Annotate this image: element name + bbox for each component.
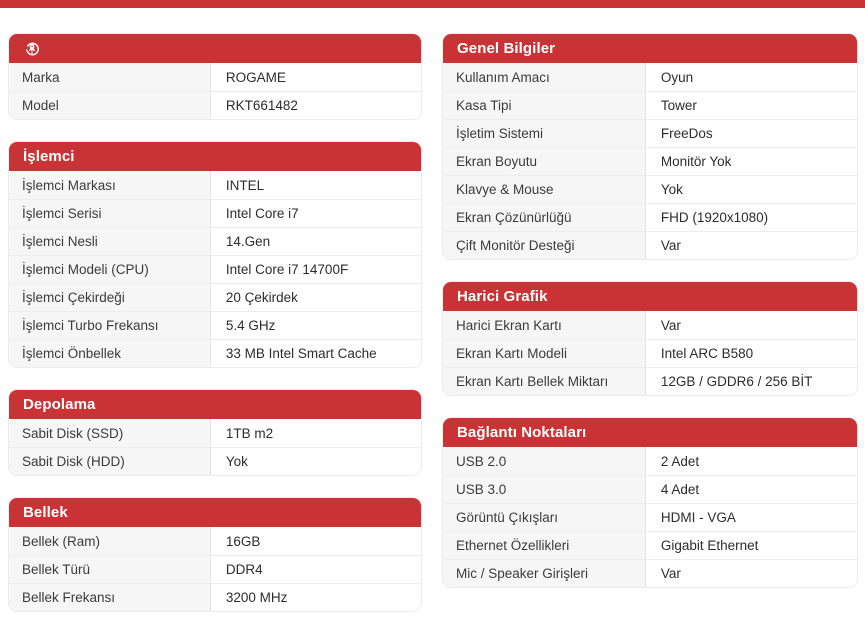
section-title: Harici Grafik	[457, 288, 548, 305]
top-accent-bar	[0, 0, 865, 8]
left-column	[8, 33, 422, 633]
spec-label: Kullanım Amacı	[443, 63, 646, 91]
section-header-marka-model	[9, 34, 421, 63]
section-header-islemci	[9, 142, 421, 171]
spec-value: Intel Core i7	[211, 200, 421, 227]
spec-label: İşlemci Serisi	[9, 200, 211, 227]
table-row	[443, 475, 857, 503]
spec-value: 4 Adet	[646, 476, 857, 503]
table-row	[9, 339, 421, 367]
spec-label: Kasa Tipi	[443, 92, 646, 119]
spec-value: HDMI - VGA	[646, 504, 857, 531]
table-row	[9, 171, 421, 199]
section-card-genel-bilgiler	[442, 33, 858, 260]
spec-value: 5.4 GHz	[211, 312, 421, 339]
section-header-depolama	[9, 390, 421, 419]
spec-label: İşletim Sistemi	[443, 120, 646, 147]
section-header-genel-bilgiler	[443, 34, 857, 63]
spec-value: Oyun	[646, 63, 857, 91]
spec-value: 12GB / GDDR6 / 256 BİT	[646, 368, 857, 395]
spec-label: Sabit Disk (HDD)	[9, 448, 211, 475]
spec-value: Tower	[646, 92, 857, 119]
spec-value: DDR4	[211, 556, 421, 583]
table-row	[9, 311, 421, 339]
spec-value: Gigabit Ethernet	[646, 532, 857, 559]
spec-label: İşlemci Markası	[9, 171, 211, 199]
section-title: Genel Bilgiler	[457, 40, 556, 57]
spec-value: Intel Core i7 14700F	[211, 256, 421, 283]
table-row	[443, 503, 857, 531]
table-row	[443, 367, 857, 395]
spec-label: Marka	[9, 63, 211, 91]
spec-label: İşlemci Turbo Frekansı	[9, 312, 211, 339]
spec-label: İşlemci Çekirdeği	[9, 284, 211, 311]
spec-label: Mic / Speaker Girişleri	[443, 560, 646, 587]
spec-value: INTEL	[211, 171, 421, 199]
section-card-bellek	[8, 497, 422, 612]
table-row	[443, 559, 857, 587]
table-row	[443, 203, 857, 231]
spec-label: Bellek Frekansı	[9, 584, 211, 611]
spec-value: 14.Gen	[211, 228, 421, 255]
spec-label: Görüntü Çıkışları	[443, 504, 646, 531]
spec-value: Yok	[211, 448, 421, 475]
spec-value: Intel ARC B580	[646, 340, 857, 367]
table-row	[9, 283, 421, 311]
table-row	[9, 555, 421, 583]
spec-value: 20 Çekirdek	[211, 284, 421, 311]
spec-label: Ekran Boyutu	[443, 148, 646, 175]
spec-label: İşlemci Nesli	[9, 228, 211, 255]
spec-value: 1TB m2	[211, 419, 421, 447]
section-title: Bağlantı Noktaları	[457, 424, 587, 441]
spec-value: RKT661482	[211, 92, 421, 119]
table-row	[9, 447, 421, 475]
section-card-marka-model	[8, 33, 422, 120]
spec-label: Model	[9, 92, 211, 119]
spec-label: İşlemci Önbellek	[9, 340, 211, 367]
table-row	[9, 583, 421, 611]
spec-value: FHD (1920x1080)	[646, 204, 857, 231]
spec-label: Ekran Kartı Bellek Miktarı	[443, 368, 646, 395]
spec-value: FreeDos	[646, 120, 857, 147]
section-header-baglanti-noktalari	[443, 418, 857, 447]
section-card-baglanti-noktalari	[442, 417, 858, 588]
spec-value: Monitör Yok	[646, 148, 857, 175]
spec-value: 3200 MHz	[211, 584, 421, 611]
section-title: İşlemci	[23, 148, 75, 165]
right-column	[442, 33, 858, 633]
table-row	[443, 447, 857, 475]
spec-label: Bellek Türü	[9, 556, 211, 583]
table-row	[443, 119, 857, 147]
table-row	[443, 175, 857, 203]
spec-label: USB 2.0	[443, 447, 646, 475]
spec-label: Ekran Kartı Modeli	[443, 340, 646, 367]
spec-value: 16GB	[211, 527, 421, 555]
spec-value: Var	[646, 560, 857, 587]
spec-sheet	[0, 8, 865, 633]
table-row	[9, 527, 421, 555]
section-card-depolama	[8, 389, 422, 476]
table-row	[443, 147, 857, 175]
spec-label: Harici Ekran Kartı	[443, 311, 646, 339]
spec-label: Ethernet Özellikleri	[443, 532, 646, 559]
table-row	[9, 199, 421, 227]
spec-value: Var	[646, 232, 857, 259]
table-row	[443, 231, 857, 259]
spec-label: İşlemci Modeli (CPU)	[9, 256, 211, 283]
rocket-logo-icon	[23, 40, 41, 58]
spec-label: Klavye & Mouse	[443, 176, 646, 203]
table-row	[9, 255, 421, 283]
spec-value: Yok	[646, 176, 857, 203]
section-title: Depolama	[23, 396, 96, 413]
table-row	[9, 419, 421, 447]
spec-label: Çift Monitör Desteği	[443, 232, 646, 259]
table-row	[443, 63, 857, 91]
section-title: Bellek	[23, 504, 68, 521]
spec-label: Sabit Disk (SSD)	[9, 419, 211, 447]
table-row	[9, 63, 421, 91]
section-card-islemci	[8, 141, 422, 368]
table-row	[443, 311, 857, 339]
spec-value: ROGAME	[211, 63, 421, 91]
spec-value: 33 MB Intel Smart Cache	[211, 340, 421, 367]
section-card-harici-grafik	[442, 281, 858, 396]
table-row	[9, 91, 421, 119]
spec-label: Ekran Çözünürlüğü	[443, 204, 646, 231]
section-header-bellek	[9, 498, 421, 527]
table-row	[443, 531, 857, 559]
spec-value: 2 Adet	[646, 447, 857, 475]
spec-value: Var	[646, 311, 857, 339]
table-row	[9, 227, 421, 255]
spec-label: USB 3.0	[443, 476, 646, 503]
table-row	[443, 91, 857, 119]
section-header-harici-grafik	[443, 282, 857, 311]
spec-label: Bellek (Ram)	[9, 527, 211, 555]
table-row	[443, 339, 857, 367]
